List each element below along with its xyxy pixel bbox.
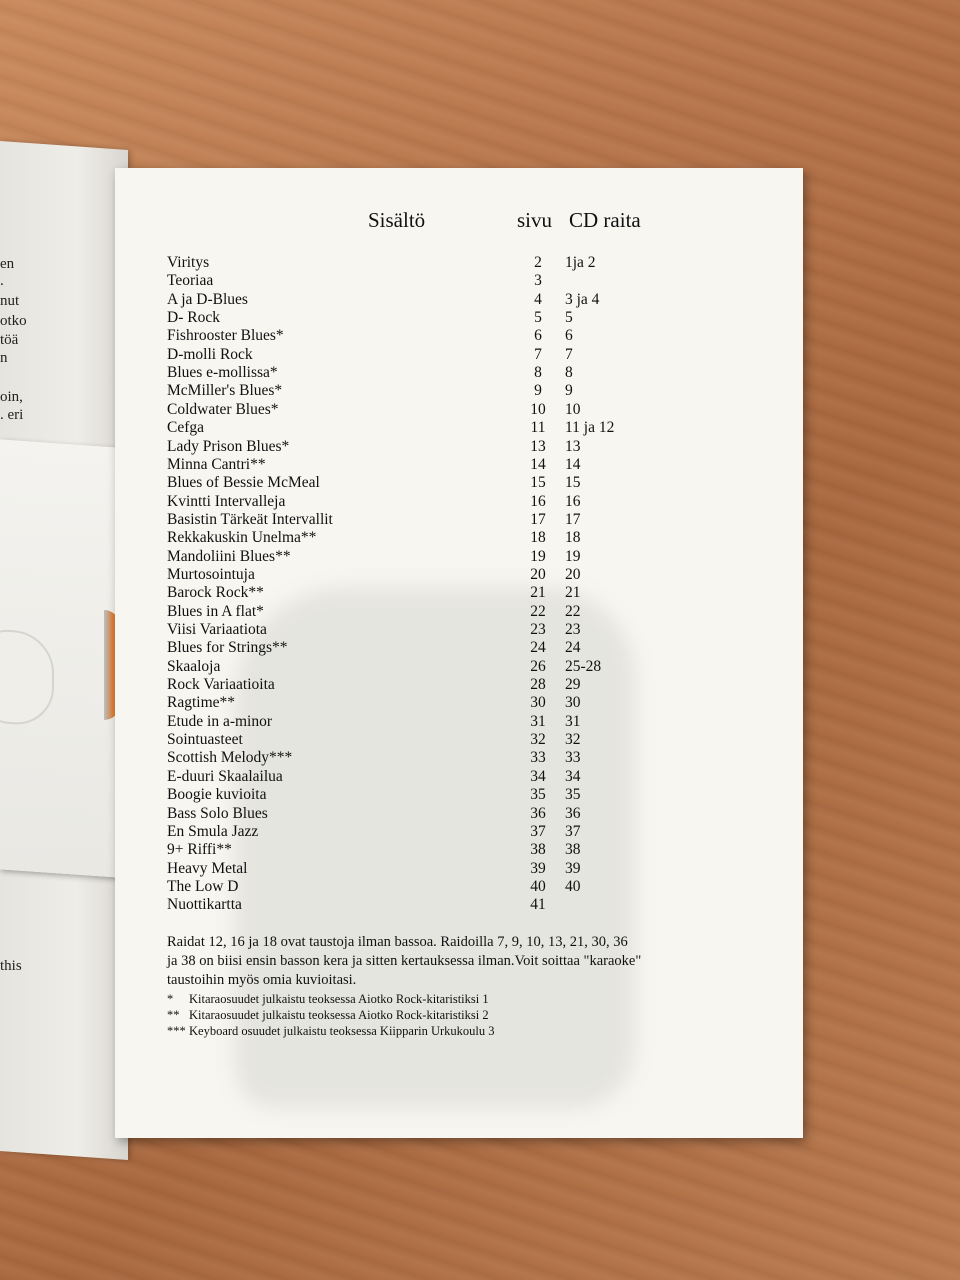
contents-entry — [167, 529, 727, 547]
entry-page: 7 — [534, 345, 542, 363]
contents-entry — [167, 860, 727, 878]
contents-entry — [167, 621, 727, 639]
entry-cd-track: 37 — [565, 822, 581, 840]
entry-cd-track: 22 — [565, 602, 581, 620]
entry-title: Ragtime** — [167, 694, 236, 712]
entry-cd-track: 3 ja 4 — [565, 290, 600, 308]
left-text-fragment: oin, — [0, 389, 23, 405]
entry-cd-track: 38 — [565, 841, 581, 859]
entry-title: Rock Variaatioita — [167, 676, 275, 694]
entry-cd-track: 30 — [565, 694, 581, 712]
entry-page: 40 — [530, 877, 546, 895]
contents-title: Sisältö — [368, 208, 426, 232]
footnote — [167, 1023, 495, 1039]
contents-entry — [167, 566, 727, 584]
note-line: Raidat 12, 16 ja 18 ovat taustoja ilman bassoa. Raidoilla 7, 9, 10, 13, 21, 30, 36 — [167, 934, 628, 950]
entry-page: 9 — [534, 382, 542, 400]
entry-cd-track: 31 — [565, 712, 581, 730]
contents-entry — [167, 346, 727, 364]
contents-entry — [167, 401, 727, 419]
entry-page: 38 — [530, 841, 546, 859]
entry-page: 16 — [530, 492, 546, 510]
entry-title: Lady Prison Blues* — [167, 437, 290, 455]
entry-page: 31 — [530, 712, 546, 730]
entry-title: Kvintti Intervalleja — [167, 492, 286, 510]
entry-page: 30 — [530, 694, 546, 712]
entry-title: D-molli Rock — [167, 345, 253, 363]
contents-entry — [167, 382, 727, 400]
entry-cd-track: 34 — [565, 767, 581, 785]
entry-cd-track: 11 ja 12 — [565, 419, 615, 437]
entry-page: 41 — [530, 896, 546, 914]
contents-entry — [167, 456, 727, 474]
cd-track-column-header: CD raita — [569, 208, 641, 232]
entry-cd-track: 33 — [565, 749, 581, 767]
entry-title: Cefga — [167, 419, 205, 437]
entry-cd-track: 7 — [565, 345, 573, 363]
contents-entry — [167, 327, 727, 345]
page-column-header: sivu — [517, 208, 553, 232]
entry-page: 2 — [534, 254, 542, 271]
contents-entry — [167, 731, 727, 749]
entry-cd-track: 13 — [565, 437, 581, 455]
entry-page: 23 — [530, 621, 546, 638]
left-text-fragment: otko — [0, 313, 27, 329]
entry-title: Nuottikartta — [167, 896, 242, 914]
entry-page: 24 — [530, 639, 546, 657]
entry-page: 6 — [534, 327, 542, 345]
entry-cd-track: 15 — [565, 474, 581, 492]
entry-page: 13 — [530, 437, 546, 455]
footnote — [167, 991, 489, 1007]
left-text-fragment: this — [0, 958, 22, 974]
entry-page: 34 — [530, 767, 546, 785]
contents-entry — [167, 548, 727, 566]
entry-cd-track: 5 — [565, 309, 573, 327]
entry-cd-track: 23 — [565, 621, 581, 638]
entry-page: 4 — [534, 290, 542, 308]
footnote — [167, 1007, 489, 1023]
entry-title: Etude in a-minor — [167, 712, 273, 730]
entry-cd-track: 19 — [565, 547, 581, 565]
footnote-mark: ** — [167, 1008, 180, 1022]
entry-page: 15 — [530, 474, 546, 492]
entry-cd-track: 21 — [565, 584, 581, 602]
entry-title: 9+ Riffi** — [167, 841, 232, 859]
contents-entry — [167, 805, 727, 823]
entry-cd-track: 40 — [565, 877, 581, 895]
entry-cd-track: 39 — [565, 859, 581, 877]
contents-page — [115, 168, 803, 1138]
entry-cd-track: 17 — [565, 510, 581, 528]
contents-entry — [167, 493, 727, 511]
entry-cd-track: 18 — [565, 529, 581, 547]
left-text-fragment: nut — [0, 293, 20, 309]
contents-entry — [167, 694, 727, 712]
entry-title: Viisi Variaatiota — [167, 621, 267, 638]
entry-page: 35 — [530, 786, 546, 804]
contents-entry — [167, 676, 727, 694]
entry-cd-track: 14 — [565, 455, 581, 473]
entry-title: Heavy Metal — [167, 859, 248, 877]
contents-entry — [167, 639, 727, 657]
entry-title: Blues e-mollissa* — [167, 364, 278, 382]
entry-title: D- Rock — [167, 309, 220, 327]
contents-entry — [167, 749, 727, 767]
entry-page: 21 — [530, 584, 546, 602]
entry-cd-track: 36 — [565, 804, 581, 822]
entry-page: 33 — [530, 749, 546, 767]
entry-title: McMiller's Blues* — [167, 382, 283, 400]
contents-entry — [167, 841, 727, 859]
entry-cd-track: 1ja 2 — [565, 254, 596, 271]
entry-page: 26 — [530, 657, 546, 675]
entry-title: Sointuasteet — [167, 731, 243, 749]
contents-entry — [167, 364, 727, 382]
entry-page: 17 — [530, 510, 546, 528]
entry-page: 37 — [530, 822, 546, 840]
entry-cd-track: 10 — [565, 400, 581, 418]
footnote-mark: *** — [167, 1024, 186, 1038]
entry-page: 14 — [530, 455, 546, 473]
contents-entry — [167, 713, 727, 731]
contents-entry — [167, 254, 727, 272]
entry-cd-track: 9 — [565, 382, 573, 400]
entry-cd-track: 8 — [565, 364, 573, 382]
entry-title: E-duuri Skaalailua — [167, 767, 283, 785]
entry-title: Blues of Bessie McMeal — [167, 474, 320, 492]
entry-title: Murtosointuja — [167, 565, 255, 583]
entry-title: Coldwater Blues* — [167, 400, 279, 418]
entry-title: The Low D — [167, 877, 239, 895]
left-text-fragment: . — [0, 273, 4, 289]
entry-title: Bass Solo Blues — [167, 804, 268, 822]
entry-cd-track: 24 — [565, 639, 581, 657]
entry-page: 3 — [534, 272, 542, 290]
entry-title: Basistin Tärkeät Intervallit — [167, 510, 333, 528]
entry-title: En Smula Jazz — [167, 822, 259, 840]
entry-title: Skaaloja — [167, 657, 221, 675]
contents-entry — [167, 603, 727, 621]
entry-cd-track: 29 — [565, 676, 581, 694]
entry-title: Blues in A flat* — [167, 602, 264, 620]
entry-title: A ja D-Blues — [167, 290, 248, 308]
entry-page: 10 — [530, 400, 546, 418]
contents-entry — [167, 438, 727, 456]
entry-title: Minna Cantri** — [167, 455, 266, 473]
contents-entry — [167, 658, 727, 676]
contents-entry — [167, 878, 727, 896]
entry-page: 28 — [530, 676, 546, 694]
entry-title: Rekkakuskin Unelma** — [167, 529, 317, 547]
entry-cd-track: 35 — [565, 786, 581, 804]
entry-page: 11 — [530, 419, 546, 437]
footnote-text: Keyboard osuudet julkaistu teoksessa Kiipparin Urkukoulu 3 — [189, 1024, 495, 1038]
entry-title: Fishrooster Blues* — [167, 327, 284, 345]
contents-entry — [167, 896, 727, 914]
entry-title: Boogie kuvioita — [167, 786, 267, 804]
entry-page: 36 — [530, 804, 546, 822]
entry-cd-track: 32 — [565, 731, 581, 749]
entry-cd-track: 25-28 — [565, 657, 602, 675]
entry-page: 19 — [530, 547, 546, 565]
contents-entry — [167, 511, 727, 529]
note-line: ja 38 on biisi ensin basson kera ja sitten kertauksessa ilman.Voit soittaa "karaoke" — [167, 953, 642, 969]
left-text-fragment: töä — [0, 332, 19, 348]
entry-page: 39 — [530, 859, 546, 877]
contents-entry — [167, 768, 727, 786]
entry-title: Blues for Strings** — [167, 639, 288, 657]
envelope-window — [0, 627, 54, 727]
entry-title: Barock Rock** — [167, 584, 264, 602]
entry-cd-track: 6 — [565, 327, 573, 345]
contents-entry — [167, 419, 727, 437]
entry-title: Teoriaa — [167, 272, 214, 290]
contents-entry — [167, 272, 727, 290]
entry-title: Scottish Melody*** — [167, 749, 293, 767]
contents-entry — [167, 474, 727, 492]
note-line: taustoihin myös omia kuvioitasi. — [167, 972, 357, 988]
left-text-fragment: . eri — [0, 407, 24, 423]
entry-page: 8 — [534, 364, 542, 382]
entry-title: Viritys — [167, 254, 210, 271]
entry-page: 18 — [530, 529, 546, 547]
entry-page: 5 — [534, 309, 542, 327]
entry-page: 22 — [530, 602, 546, 620]
footnote-text: Kitaraosuudet julkaistu teoksessa Aiotko Rock-kitaristiksi 2 — [189, 1008, 489, 1022]
left-text-fragment: en — [0, 256, 15, 272]
entry-cd-track: 20 — [565, 565, 581, 583]
contents-entry — [167, 823, 727, 841]
footnote-mark: * — [167, 992, 174, 1006]
left-text-fragment: n — [0, 350, 8, 366]
entry-page: 20 — [530, 565, 546, 583]
contents-entry — [167, 584, 727, 602]
contents-entry — [167, 291, 727, 309]
entry-page: 32 — [530, 731, 546, 749]
entry-title: Mandoliini Blues** — [167, 547, 291, 565]
entry-cd-track: 16 — [565, 492, 581, 510]
contents-entry — [167, 786, 727, 804]
contents-entry — [167, 309, 727, 327]
footnote-text: Kitaraosuudet julkaistu teoksessa Aiotko Rock-kitaristiksi 1 — [189, 992, 489, 1006]
